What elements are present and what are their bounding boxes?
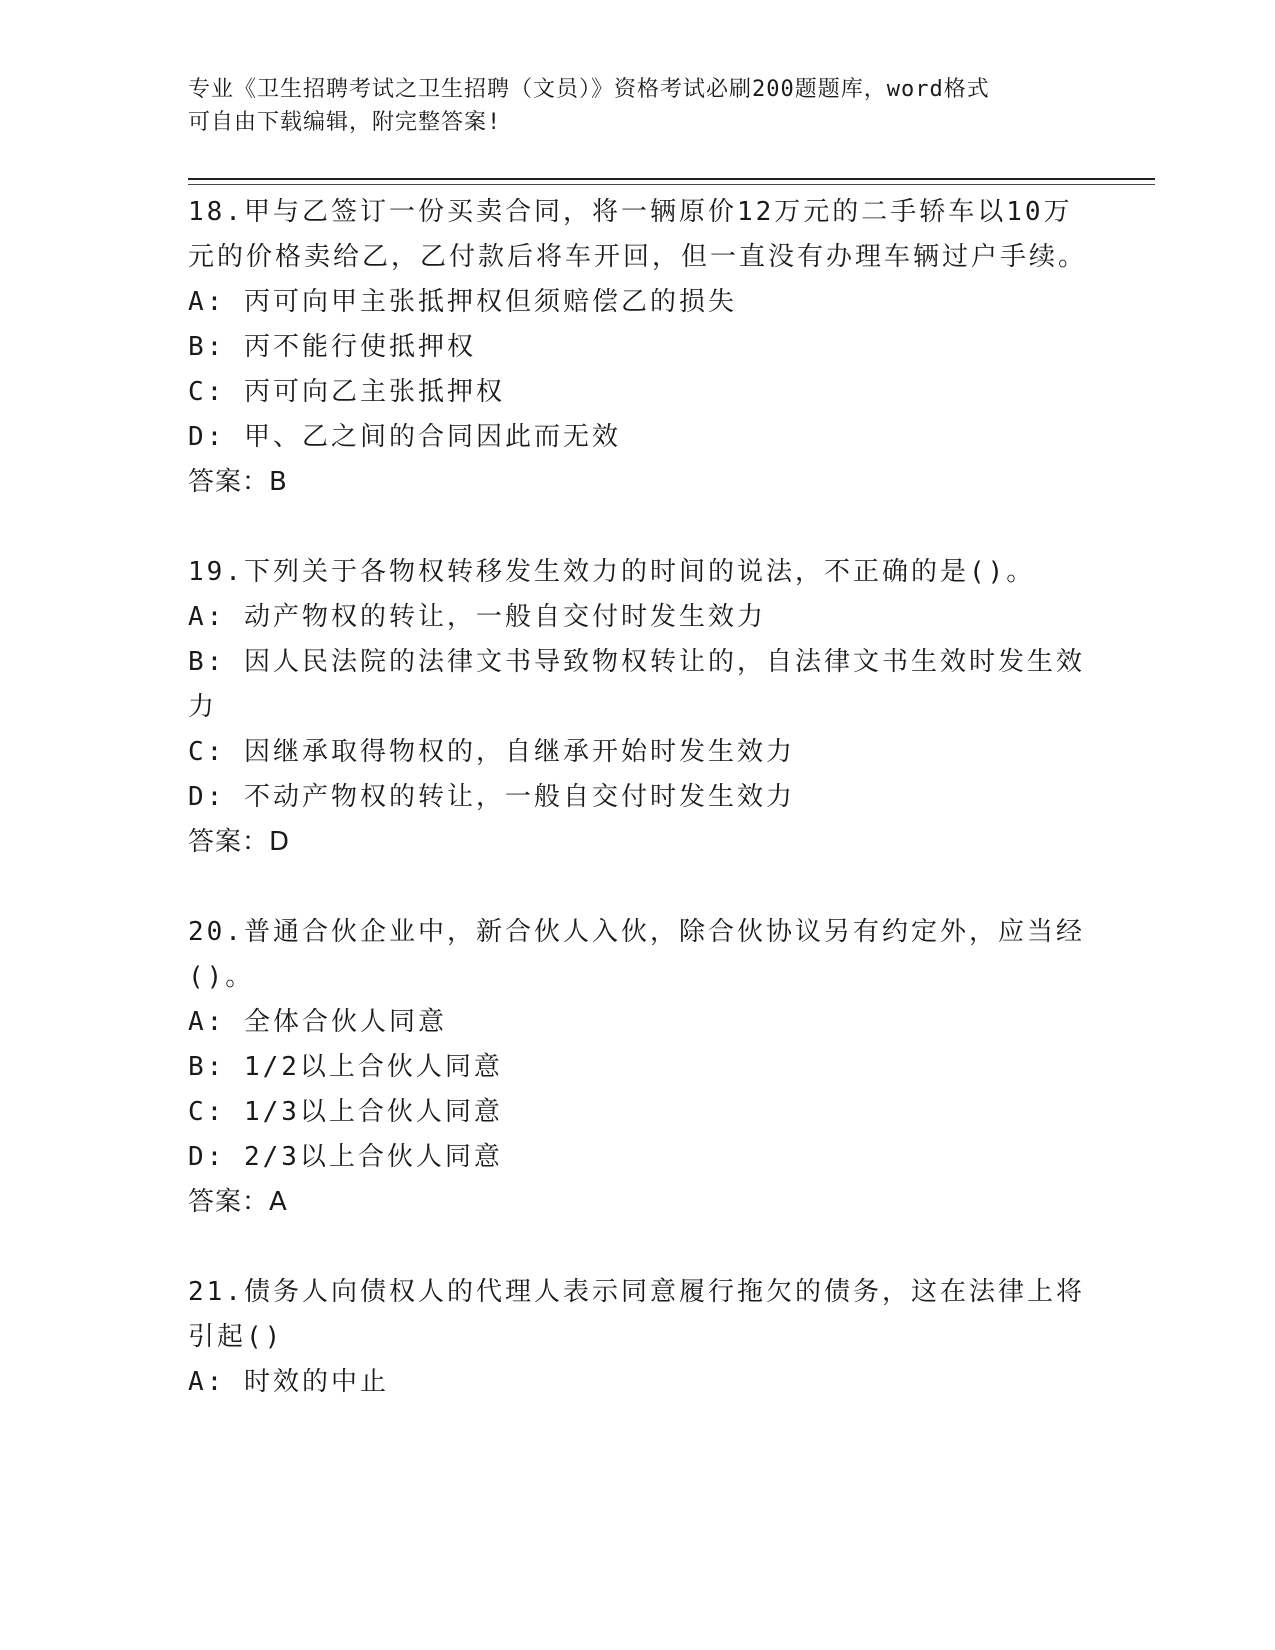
question-text: 18.甲与乙签订一份买卖合同，将一辆原价12万元的二手轿车以10万元的价格卖给乙，乙付款后将车开回，但一直没有办理车辆过户手续。 — [188, 197, 1088, 272]
answer-line: 答案：A — [188, 1187, 288, 1217]
option-a: A: 时效的中止 — [188, 1367, 389, 1397]
header-line-2: 可自由下载编辑，附完整答案! — [188, 110, 502, 135]
header-divider-thick — [188, 178, 1155, 180]
option-c: C: 1/3以上合伙人同意 — [188, 1097, 503, 1127]
question-21 — [188, 1270, 1088, 1405]
question-19 — [188, 550, 1088, 865]
question-20 — [188, 910, 1088, 1225]
question-text: 20.普通合伙企业中，新合伙人入伙，除合伙协议另有约定外，应当经()。 — [188, 917, 1085, 992]
question-18 — [188, 190, 1088, 505]
document-header — [188, 73, 1088, 139]
question-list — [188, 190, 1088, 1405]
option-b: B: 1/2以上合伙人同意 — [188, 1052, 503, 1082]
header-line-1: 专业《卫生招聘考试之卫生招聘（文员）》资格考试必刷200题题库，word格式 — [188, 77, 990, 102]
question-text: 21.债务人向债权人的代理人表示同意履行拖欠的债务，这在法律上将引起() — [188, 1277, 1085, 1352]
option-d: D: 甲、乙之间的合同因此而无效 — [188, 422, 621, 452]
answer-line: 答案：B — [188, 467, 288, 497]
answer-line: 答案：D — [188, 827, 291, 857]
option-c: C: 丙可向乙主张抵押权 — [188, 377, 505, 407]
header-divider-thin — [188, 184, 1155, 185]
option-d: D: 2/3以上合伙人同意 — [188, 1142, 503, 1172]
question-text: 19.下列关于各物权转移发生效力的时间的说法，不正确的是()。 — [188, 557, 1036, 587]
option-b: B: 因人民法院的法律文书导致物权转让的，自法律文书生效时发生效力 — [188, 647, 1085, 722]
option-a: A: 全体合伙人同意 — [188, 1007, 447, 1037]
option-b: B: 丙不能行使抵押权 — [188, 332, 476, 362]
option-a: A: 丙可向甲主张抵押权但须赔偿乙的损失 — [188, 287, 737, 317]
option-c: C: 因继承取得物权的，自继承开始时发生效力 — [188, 737, 795, 767]
option-d: D: 不动产物权的转让，一般自交付时发生效力 — [188, 782, 795, 812]
option-a: A: 动产物权的转让，一般自交付时发生效力 — [188, 602, 766, 632]
